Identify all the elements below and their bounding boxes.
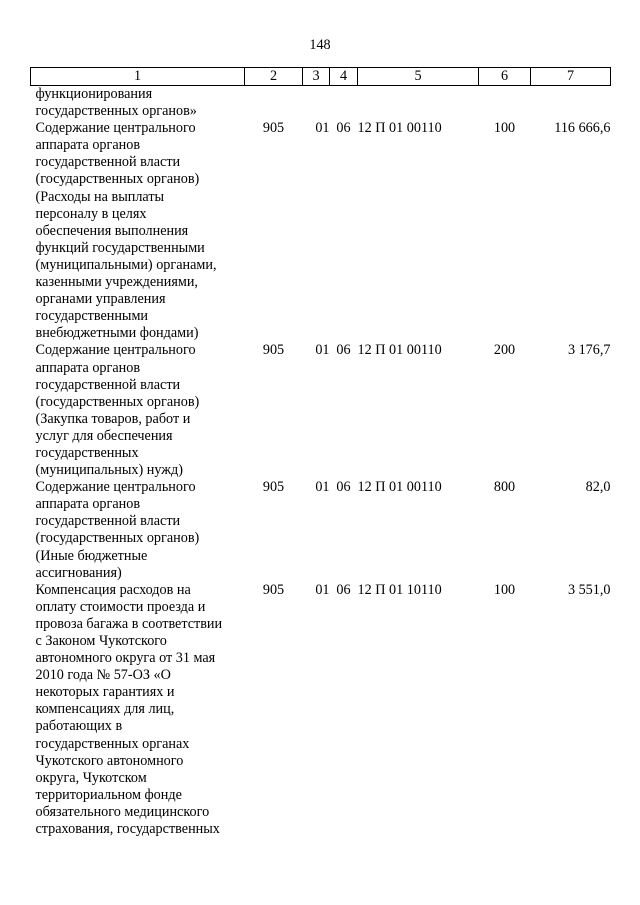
table-body	[31, 86, 611, 839]
item-name-line: (муниципальных) нужд)	[35, 462, 183, 479]
item-name-cell	[31, 342, 245, 479]
subsection-cell	[330, 86, 358, 121]
item-name-line: внебюджетными фондами)	[35, 325, 199, 342]
column-header-5: 5	[358, 68, 479, 86]
item-name-line: (Закупка товаров, работ и	[35, 410, 191, 427]
item-name-line: (государственных органов)	[35, 171, 200, 188]
subsection-cell: 06	[336, 120, 351, 137]
item-name-cell	[31, 479, 245, 582]
item-name-line: провоза багажа в соответствии	[35, 615, 223, 632]
item-name-line: Содержание центрального	[35, 342, 196, 359]
item-name-line: Содержание центрального	[35, 479, 196, 496]
item-name-line: 2010 года № 57-ОЗ «О	[35, 667, 171, 684]
amount-cell: 3 176,7	[567, 342, 611, 359]
item-name-line: государственных органах	[35, 735, 190, 752]
item-name-line: аппарата органов	[35, 359, 141, 376]
column-header-7: 7	[531, 68, 611, 86]
item-name-line: государственной власти	[35, 376, 181, 393]
item-name-line: обязательного медицинского	[35, 803, 210, 820]
target-article-cell: 12 П 01 10110	[357, 581, 442, 598]
item-name-line: органами управления	[35, 291, 166, 308]
subsection-cell: 06	[336, 342, 351, 359]
subsection-cell: 06	[336, 479, 351, 496]
item-name-line: оплату стоимости проезда и	[35, 598, 206, 615]
expense-type-cell: 100	[493, 581, 516, 598]
item-name-line: казенными учреждениями,	[35, 274, 198, 291]
admin-code-cell: 905	[262, 342, 285, 359]
admin-code-cell: 905	[262, 581, 285, 598]
admin-code-cell: 905	[262, 479, 285, 496]
amount-cell: 82,0	[585, 479, 611, 496]
item-name-line: (государственных органов)	[35, 530, 200, 547]
item-name-line: государственными	[35, 308, 149, 325]
item-name-line: работающих в	[35, 718, 123, 735]
column-header-3: 3	[303, 68, 330, 86]
item-name-line: персоналу в целях	[35, 205, 147, 222]
table-row	[31, 342, 611, 479]
item-name-line: государственной власти	[35, 513, 181, 530]
item-name-line: округа, Чукотском	[35, 769, 147, 786]
section-cell: 01	[315, 342, 330, 359]
admin-code-cell	[245, 86, 303, 121]
admin-code-cell: 905	[262, 120, 285, 137]
page-number: 148	[309, 37, 331, 53]
amount-cell: 116 666,6	[554, 120, 611, 137]
item-name-line: территориальном фонде	[35, 786, 182, 803]
item-name-line: (муниципальными) органами,	[35, 256, 217, 273]
expense-type-cell: 200	[493, 342, 516, 359]
expense-type-cell: 100	[493, 120, 516, 137]
item-name-line: (Расходы на выплаты	[35, 188, 165, 205]
item-name-line: с Законом Чукотского	[35, 633, 167, 649]
column-header-2: 2	[245, 68, 303, 86]
item-name-line: автономного округа от 31 мая	[35, 650, 216, 667]
amount-cell: 3 551,0	[567, 581, 611, 598]
section-cell	[303, 86, 330, 121]
target-article-cell: 12 П 01 00110	[357, 342, 442, 359]
target-article-cell	[358, 86, 479, 121]
subsection-cell: 06	[336, 581, 351, 598]
item-name-line: Чукотского автономного	[35, 752, 184, 769]
amount-cell	[531, 86, 611, 121]
expense-type-cell	[479, 86, 531, 121]
item-name-line: государственной власти	[35, 154, 181, 171]
item-name-line: Содержание центрального	[35, 120, 196, 137]
target-article-cell: 12 П 01 00110	[357, 120, 442, 137]
item-name-line: государственных органов»	[35, 103, 197, 120]
item-name-line: (Иные бюджетные	[35, 547, 148, 564]
item-name-line: услуг для обеспечения	[35, 427, 173, 444]
budget-table	[30, 67, 611, 838]
column-header-6: 6	[479, 68, 531, 86]
item-name-cell	[31, 120, 245, 342]
item-name-line: страхования, государственных	[35, 821, 220, 838]
item-name-line: государственных	[35, 444, 139, 461]
item-name-line: ассигнования)	[35, 564, 122, 581]
section-cell: 01	[315, 479, 330, 496]
item-name-line: Компенсация расходов на	[35, 581, 191, 598]
section-cell: 01	[315, 581, 330, 598]
table-row	[31, 120, 611, 342]
expense-type-cell: 800	[493, 479, 516, 496]
table-row	[31, 582, 611, 838]
item-name-cell	[31, 86, 245, 121]
table-row	[31, 86, 611, 121]
item-name-line: компенсациях для лиц,	[35, 701, 175, 718]
table-row	[31, 479, 611, 582]
item-name-line: функций государственными	[35, 239, 205, 256]
item-name-line: аппарата органов	[35, 137, 141, 154]
target-article-cell: 12 П 01 00110	[357, 479, 442, 496]
item-name-line: (государственных органов)	[35, 393, 200, 410]
item-name-line: функционирования	[35, 86, 153, 102]
item-name-line: некоторых гарантиях и	[35, 684, 175, 701]
section-cell: 01	[315, 120, 330, 137]
item-name-line: обеспечения выполнения	[35, 222, 189, 239]
item-name-line: аппарата органов	[35, 496, 141, 513]
item-name-cell	[31, 582, 245, 838]
table-header-row	[31, 68, 611, 86]
column-header-1: 1	[31, 68, 245, 86]
column-header-4: 4	[330, 68, 358, 86]
